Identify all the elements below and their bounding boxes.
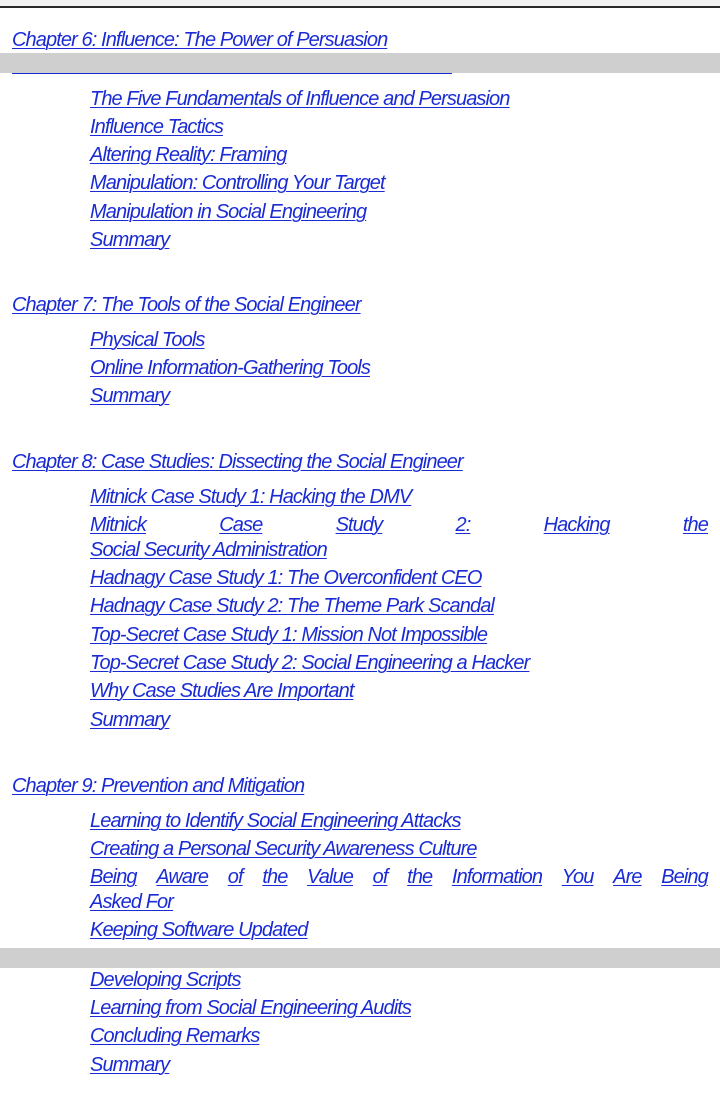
- toc-section[interactable]: Altering Reality: Framing: [90, 144, 287, 166]
- page-break: [0, 53, 720, 73]
- toc-word: of: [372, 866, 388, 888]
- toc-chapter-7[interactable]: Chapter 7: The Tools of the Social Engineer: [12, 294, 361, 316]
- toc-word: Case: [219, 514, 263, 536]
- toc-section[interactable]: Manipulation: Controlling Your Target: [90, 172, 385, 194]
- toc-word: Aware: [156, 866, 209, 888]
- toc-section-wrapped[interactable]: [90, 865, 708, 889]
- toc-word: You: [561, 866, 594, 888]
- toc-word: Information: [451, 866, 543, 888]
- toc-section[interactable]: Summary: [90, 229, 170, 251]
- toc-word: Mitnick: [90, 514, 146, 536]
- toc-section[interactable]: Learning from Social Engineering Audits: [90, 997, 412, 1019]
- toc-section[interactable]: Physical Tools: [90, 329, 205, 351]
- toc-chapter-9[interactable]: Chapter 9: Prevention and Mitigation: [12, 775, 305, 797]
- toc-word: the: [682, 514, 708, 536]
- toc-word: Study: [335, 514, 383, 536]
- toc-section[interactable]: Why Case Studies Are Important: [90, 680, 354, 702]
- cut-off-link-underline: [12, 73, 452, 74]
- toc-word: 2:: [455, 514, 471, 536]
- toc-word: of: [227, 866, 243, 888]
- toc-section[interactable]: Top-Secret Case Study 1: Mission Not Impossible: [90, 624, 488, 646]
- toc-word: the: [407, 866, 433, 888]
- toc-section[interactable]: Developing Scripts: [90, 969, 241, 991]
- top-rule: [0, 0, 720, 8]
- toc-word: Value: [307, 866, 353, 888]
- toc-word: the: [262, 866, 288, 888]
- toc-chapter-8[interactable]: Chapter 8: Case Studies: Dissecting the Social Engineer: [12, 451, 463, 473]
- toc-section[interactable]: Learning to Identify Social Engineering Attacks: [90, 810, 461, 832]
- toc-word: Are: [613, 866, 642, 888]
- toc-word: Hacking: [543, 514, 610, 536]
- toc-chapter-6[interactable]: Chapter 6: Influence: The Power of Persuasion: [12, 29, 388, 51]
- toc-section[interactable]: Summary: [90, 709, 170, 731]
- toc-section[interactable]: Hadnagy Case Study 2: The Theme Park Scandal: [90, 595, 494, 617]
- toc-section[interactable]: Creating a Personal Security Awareness Culture: [90, 838, 477, 860]
- toc-section[interactable]: The Five Fundamentals of Influence and Persuasion: [90, 88, 510, 110]
- toc-section[interactable]: Hadnagy Case Study 1: The Overconfident CEO: [90, 567, 482, 589]
- toc-section[interactable]: Keeping Software Updated: [90, 919, 308, 941]
- toc-section[interactable]: Mitnick Case Study 1: Hacking the DMV: [90, 486, 412, 508]
- toc-section[interactable]: Online Information-Gathering Tools: [90, 357, 370, 379]
- toc-section[interactable]: Influence Tactics: [90, 116, 223, 138]
- toc-word: Being: [661, 866, 708, 888]
- page-break: [0, 948, 720, 968]
- toc-section-continuation[interactable]: Social Security Administration: [90, 539, 327, 561]
- toc-section-wrapped[interactable]: [90, 513, 708, 537]
- toc-word: Being: [90, 866, 137, 888]
- toc-section-continuation[interactable]: Asked For: [90, 891, 174, 913]
- toc-section[interactable]: Summary: [90, 385, 170, 407]
- toc-section[interactable]: Top-Secret Case Study 2: Social Engineering a Hacker: [90, 652, 530, 674]
- toc-section[interactable]: Concluding Remarks: [90, 1025, 260, 1047]
- toc-section[interactable]: Summary: [90, 1054, 170, 1076]
- toc-section[interactable]: Manipulation in Social Engineering: [90, 201, 367, 223]
